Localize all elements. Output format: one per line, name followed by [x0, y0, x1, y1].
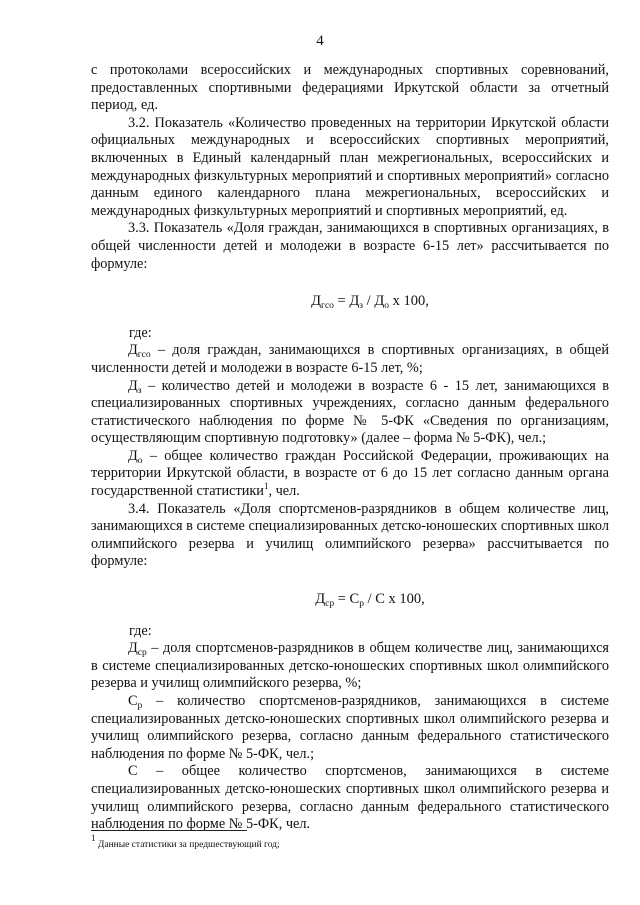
page-number: 4 — [316, 33, 324, 49]
formula-denominator: $Д_о$ — [374, 293, 389, 312]
definition-dsr: $Д_{ср}$ – доля спортсменов-разрядников в общем количестве лиц, занимающихся в системе специализированных детско-юношеских спортивных школ олимпийского резерва и училищ олимпийского резерва, %; — [91, 640, 609, 692]
formula-lhs: $Д_{ср}$ — [315, 591, 335, 610]
footnote: $^1$ Данные статистики за предшествующий год; — [91, 833, 280, 850]
formula-dsr: $Д_{ср} = С_р / С$ х 100, — [315, 591, 425, 610]
definition-dgso: $Д_{гсо}$ – доля граждан, занимающихся в спортивных организациях, в общей численности детей и молодежи в возрасте 6-15 лет, %; — [91, 342, 609, 376]
formula-numerator: $С_р$ — [349, 591, 364, 610]
definition-s: С – общее количество спортсменов, занимающихся в системе специализированных детско-юношеских спортивных школ олимпийского резерва и училищ олимпийского резерва, согласно данным федерального статистического наблюдения по форме № 5-ФК, чел. — [91, 763, 609, 833]
formula-dgso: $Д_{гсо} = Д_з / Д_о$ х 100, — [311, 293, 429, 312]
footnote-reference: 1 — [263, 481, 269, 492]
paragraph-intro: с протоколами всероссийских и международных спортивных соревнований, предоставленных спортивными федерациями Иркутской области за отчетный период, ед. — [91, 62, 609, 114]
formula-lhs: $Д_{гсо}$ — [311, 293, 334, 312]
definition-dz: $Д_з$ – количество детей и молодежи в возрасте 6 - 15 лет, занимающихся в специализированных спортивных учреждениях, согласно данным федерального статистического наблюдения по форме № 5-ФК «Сведения по организациям, осуществляющим спортивную подготовку» (далее – форма № 5-ФК), чел.; — [91, 377, 609, 447]
formula-numerator: $Д_з$ — [349, 293, 364, 312]
formula-denominator: С — [375, 591, 385, 608]
paragraph-3-3: 3.3. Показатель «Доля граждан, занимающихся в спортивных организациях, в общей численности детей и молодежи в возрасте 6-15 лет» рассчитывается по формуле: — [91, 220, 609, 272]
paragraph-3-2: 3.2. Показатель «Количество проведенных на территории Иркутской области официальных международных и всероссийских спортивных мероприятий, включенных в Единый календарный план межрегиональных, всероссийских и международных физкультурных мероприятий и спортивных мероприятий» согласно данным единого календарного плана межрегиональных, всероссийских и международных физкультурных мероприятий и спортивных мероприятий, ед. — [91, 114, 609, 219]
footnote-divider — [91, 830, 247, 831]
where-label: где: — [129, 324, 152, 341]
paragraph-3-4: 3.4. Показатель «Доля спортсменов-разрядников в общем количестве лиц, занимающихся в системе специализированных детско-юношеских спортивных школ олимпийского резерва и училищ олимпийского резерва» рассчитывается по формуле: — [91, 500, 609, 570]
definition-sr: $С_р$ – количество спортсменов-разрядников, занимающихся в системе специализированных детско-юношеских спортивных школ олимпийского резерва и училищ олимпийского резерва, согласно данным федерального статистического наблюдения по форме № 5-ФК, чел.; — [91, 693, 609, 762]
where-label: где: — [129, 622, 152, 639]
document-body — [91, 62, 609, 834]
definition-do: $Д_о$ – общее количество граждан Российской Федерации, проживающих на территории Иркутской области, в возрасте от 6 до 15 лет согласно данным органа государственной статистики$^1$, чел. — [91, 447, 609, 500]
